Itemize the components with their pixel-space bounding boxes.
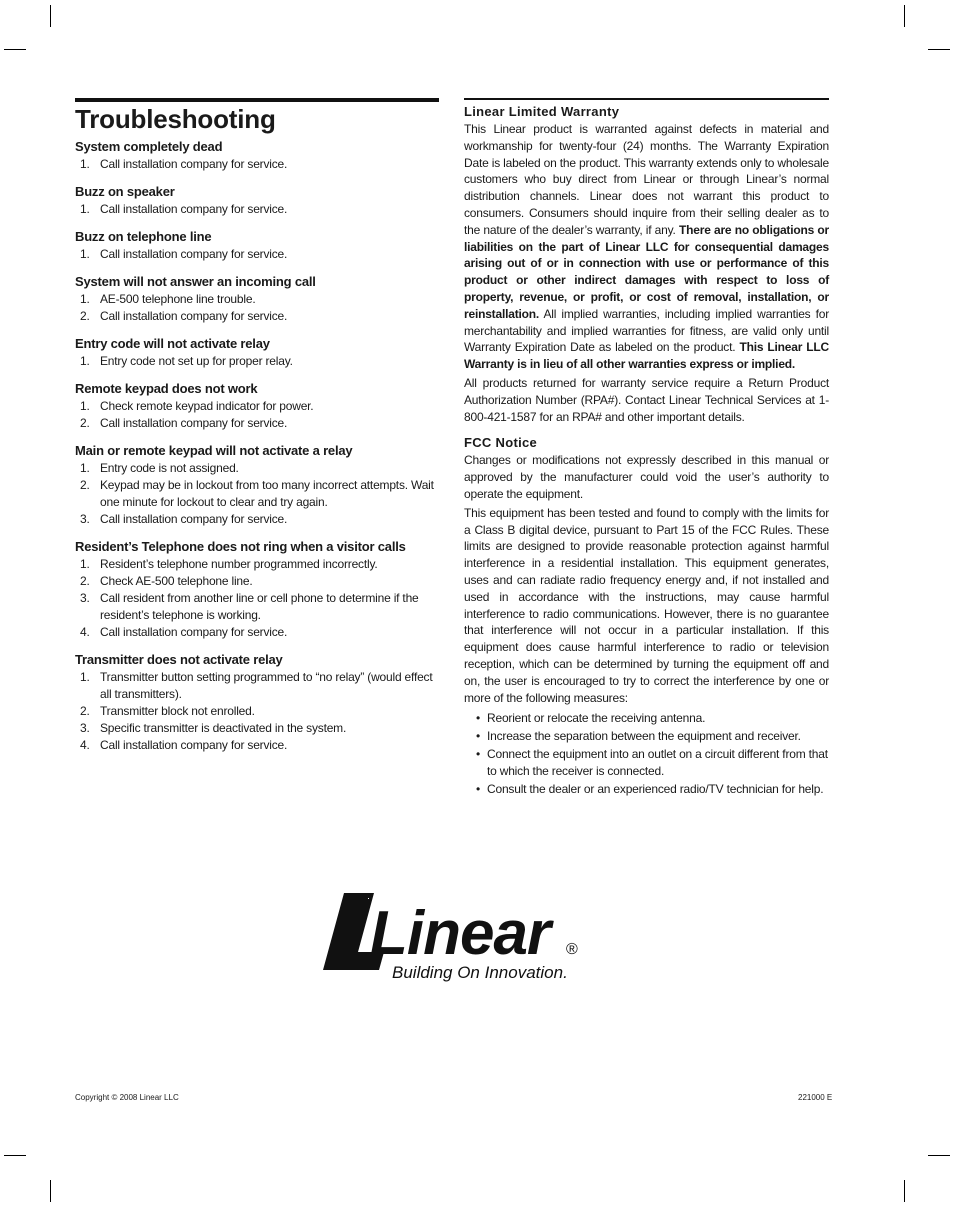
item-text: Check AE-500 telephone line.: [100, 574, 253, 588]
list-item: [464, 781, 829, 798]
list-item: [75, 556, 439, 573]
logo-brand-text: Linear: [370, 899, 551, 968]
registered-mark: ®: [566, 941, 578, 958]
linear-logo: [322, 890, 592, 990]
item-number: 3.: [80, 512, 90, 526]
bullet-icon: •: [476, 782, 481, 797]
crop-mark: [50, 1180, 51, 1202]
item-text: Call installation company for service.: [100, 157, 288, 171]
list-item: [75, 460, 439, 477]
section-title: Buzz on speaker: [75, 184, 175, 199]
item-text: Call installation company for service.: [100, 512, 288, 526]
measure-text: Connect the equipment into an outlet on a circuit different from that to which the receiver is connected.: [487, 747, 828, 779]
list-item: [75, 156, 439, 173]
crop-mark: [928, 49, 950, 50]
warranty-lieu-text: This Linear LLC Warranty is in lieu of all other warranties express or implied.: [464, 340, 829, 372]
section-title: Entry code will not activate relay: [75, 336, 270, 351]
item-number: 1.: [80, 399, 90, 413]
section-steps: [75, 669, 439, 754]
fcc-measures-list: [464, 710, 829, 798]
troubleshooting-section: [75, 228, 439, 263]
section-title: System completely dead: [75, 139, 223, 154]
troubleshooting-section: [75, 651, 439, 754]
troubleshooting-title: Troubleshooting: [75, 104, 276, 134]
fcc-title: FCC Notice: [464, 435, 538, 451]
item-text: Check remote keypad indicator for power.: [100, 399, 314, 413]
list-item: [75, 291, 439, 308]
troubleshooting-section: [75, 380, 439, 432]
item-text: Resident’s telephone number programmed incorrectly.: [100, 557, 378, 571]
bullet-icon: •: [476, 729, 481, 744]
warranty-implied-text: All implied warranties, including implied warranties for merchantability and implied warranties for fitness, are valid only until Warranty Expiration Date as labeled on the product.: [464, 306, 829, 355]
section-steps: [75, 156, 439, 173]
crop-mark: [4, 49, 26, 50]
item-number: 1.: [80, 292, 90, 306]
fcc-paragraph-1: Changes or modifications not expressly described in this manual or approved by the manufacturer could void the user’s authority to operate the equipment.: [464, 453, 829, 501]
item-number: 2.: [80, 574, 90, 588]
list-item: [464, 710, 829, 727]
item-number: 2.: [80, 478, 90, 492]
list-item: [75, 308, 439, 325]
section-steps: [75, 398, 439, 432]
troubleshooting-section: [75, 442, 439, 528]
measure-text: Reorient or relocate the receiving antenna.: [487, 711, 706, 726]
crop-mark: [928, 1155, 950, 1156]
item-number: 4.: [80, 738, 90, 752]
section-steps: [75, 246, 439, 263]
item-text: Call installation company for service.: [100, 625, 288, 639]
list-item: [75, 703, 439, 720]
section-steps: [75, 291, 439, 325]
list-item: [75, 353, 439, 370]
troubleshooting-column: [75, 98, 439, 764]
list-item: [75, 573, 439, 590]
item-text: Transmitter block not enrolled.: [100, 704, 255, 718]
crop-mark: [50, 5, 51, 27]
troubleshooting-section: [75, 335, 439, 370]
list-item: [75, 398, 439, 415]
item-number: 1.: [80, 202, 90, 216]
item-number: 2.: [80, 416, 90, 430]
warranty-title: Linear Limited Warranty: [464, 104, 620, 119]
linear-logo-graphic: [322, 890, 592, 990]
list-item: [75, 720, 439, 737]
list-item: [75, 246, 439, 263]
warranty-liability-text: There are no obligations or liabilities on the part of Linear LLC for consequential damages arising out of or in connection with use or performance of this product or other indirect damages with respect to loss of property, revenue, or profit, or cost of removal, installation, or reinstallation.: [464, 222, 829, 321]
troubleshooting-section: [75, 538, 439, 641]
list-item: [464, 728, 829, 745]
bullet-icon: •: [476, 711, 481, 726]
warranty-text: This Linear product is warranted against defects in material and workmanship for twenty-four (24) months. The Warranty Expiration Date is labeled on the product. This warranty extends only to wholesale customers who buy direct from Linear or through Linear’s normal distribution channels. Linear does not warrant this product to consumers. Consumers should inquire from their selling dealer as to the nature of the dealer’s warranty, if any.: [464, 122, 829, 237]
list-item: [75, 477, 439, 511]
section-steps: [75, 201, 439, 218]
list-item: [464, 746, 829, 780]
logo-tagline: Building On Innovation.: [392, 963, 568, 982]
item-text: Specific transmitter is deactivated in the system.: [100, 721, 347, 735]
section-title: Transmitter does not activate relay: [75, 652, 283, 667]
section-title: System will not answer an incoming call: [75, 274, 316, 289]
section-title: Resident’s Telephone does not ring when a visitor calls: [75, 539, 406, 554]
item-number: 2.: [80, 704, 90, 718]
item-text: Keypad may be in lockout from too many incorrect attempts. Wait one minute for lockout to clear and try again.: [100, 478, 434, 509]
section-title: Buzz on telephone line: [75, 229, 212, 244]
list-item: [75, 201, 439, 218]
item-number: 3.: [80, 591, 90, 605]
list-item: [75, 590, 439, 624]
fcc-paragraph-2: This equipment has been tested and found to comply with the limits for a Class B digital device, pursuant to Part 15 of the FCC Rules. These limits are designed to provide reasonable protection against harmful interference in a residential installation. This equipment generates, uses and can radiate radio frequency energy and, if not installed and used in accordance with the instructions, may cause harmful interference to radio communications. However, there is no guarantee that interference will not occur in a particular installation. If this equipment does cause harmful interference to radio or television reception, which can be determined by turning the equipment off and on, the user is encouraged to try to correct the interference by one or more of the following measures:: [464, 505, 829, 705]
document-number: 221000 E: [798, 1093, 833, 1102]
item-text: Call installation company for service.: [100, 738, 288, 752]
item-text: Call resident from another line or cell phone to determine if the resident’s telephone is working.: [100, 591, 419, 622]
list-item: [75, 737, 439, 754]
measure-text: Consult the dealer or an experienced radio/TV technician for help.: [487, 782, 824, 797]
item-text: Call installation company for service.: [100, 309, 288, 323]
troubleshooting-section: [75, 138, 439, 173]
item-number: 1.: [80, 461, 90, 475]
item-number: 1.: [80, 247, 90, 261]
troubleshooting-sections: [75, 138, 439, 754]
title-rule: [75, 98, 439, 102]
section-title: Main or remote keypad will not activate a relay: [75, 443, 353, 458]
crop-mark: [904, 5, 905, 27]
item-text: Entry code is not assigned.: [100, 461, 239, 475]
list-item: [75, 669, 439, 703]
list-item: [75, 511, 439, 528]
bullet-icon: •: [476, 747, 481, 762]
section-title: Remote keypad does not work: [75, 381, 258, 396]
item-text: Call installation company for service.: [100, 416, 288, 430]
item-text: Transmitter button setting programmed to “no relay” (would effect all transmitters).: [100, 670, 433, 701]
warranty-rule: [464, 98, 829, 100]
item-text: Entry code not set up for proper relay.: [100, 354, 293, 368]
item-number: 2.: [80, 309, 90, 323]
troubleshooting-section: [75, 273, 439, 325]
list-item: [75, 624, 439, 641]
crop-mark: [4, 1155, 26, 1156]
item-number: 3.: [80, 721, 90, 735]
item-text: AE-500 telephone line trouble.: [100, 292, 256, 306]
item-number: 1.: [80, 157, 90, 171]
section-steps: [75, 460, 439, 528]
item-number: 1.: [80, 557, 90, 571]
section-steps: [75, 556, 439, 641]
measure-text: Increase the separation between the equipment and receiver.: [487, 729, 801, 744]
item-number: 1.: [80, 670, 90, 684]
item-text: Call installation company for service.: [100, 202, 288, 216]
item-number: 4.: [80, 625, 90, 639]
crop-mark: [904, 1180, 905, 1202]
warranty-column: [464, 98, 829, 799]
section-steps: [75, 353, 439, 370]
item-number: 1.: [80, 354, 90, 368]
troubleshooting-section: [75, 183, 439, 218]
list-item: [75, 415, 439, 432]
warranty-paragraph: [464, 121, 829, 373]
copyright: Copyright © 2008 Linear LLC: [75, 1093, 179, 1102]
item-text: Call installation company for service.: [100, 247, 288, 261]
warranty-rpa-paragraph: All products returned for warranty service require a Return Product Authorization Number (RPA#). Contact Linear Technical Services at 1-800-421-1587 for an RPA# and other important details.: [464, 375, 829, 424]
